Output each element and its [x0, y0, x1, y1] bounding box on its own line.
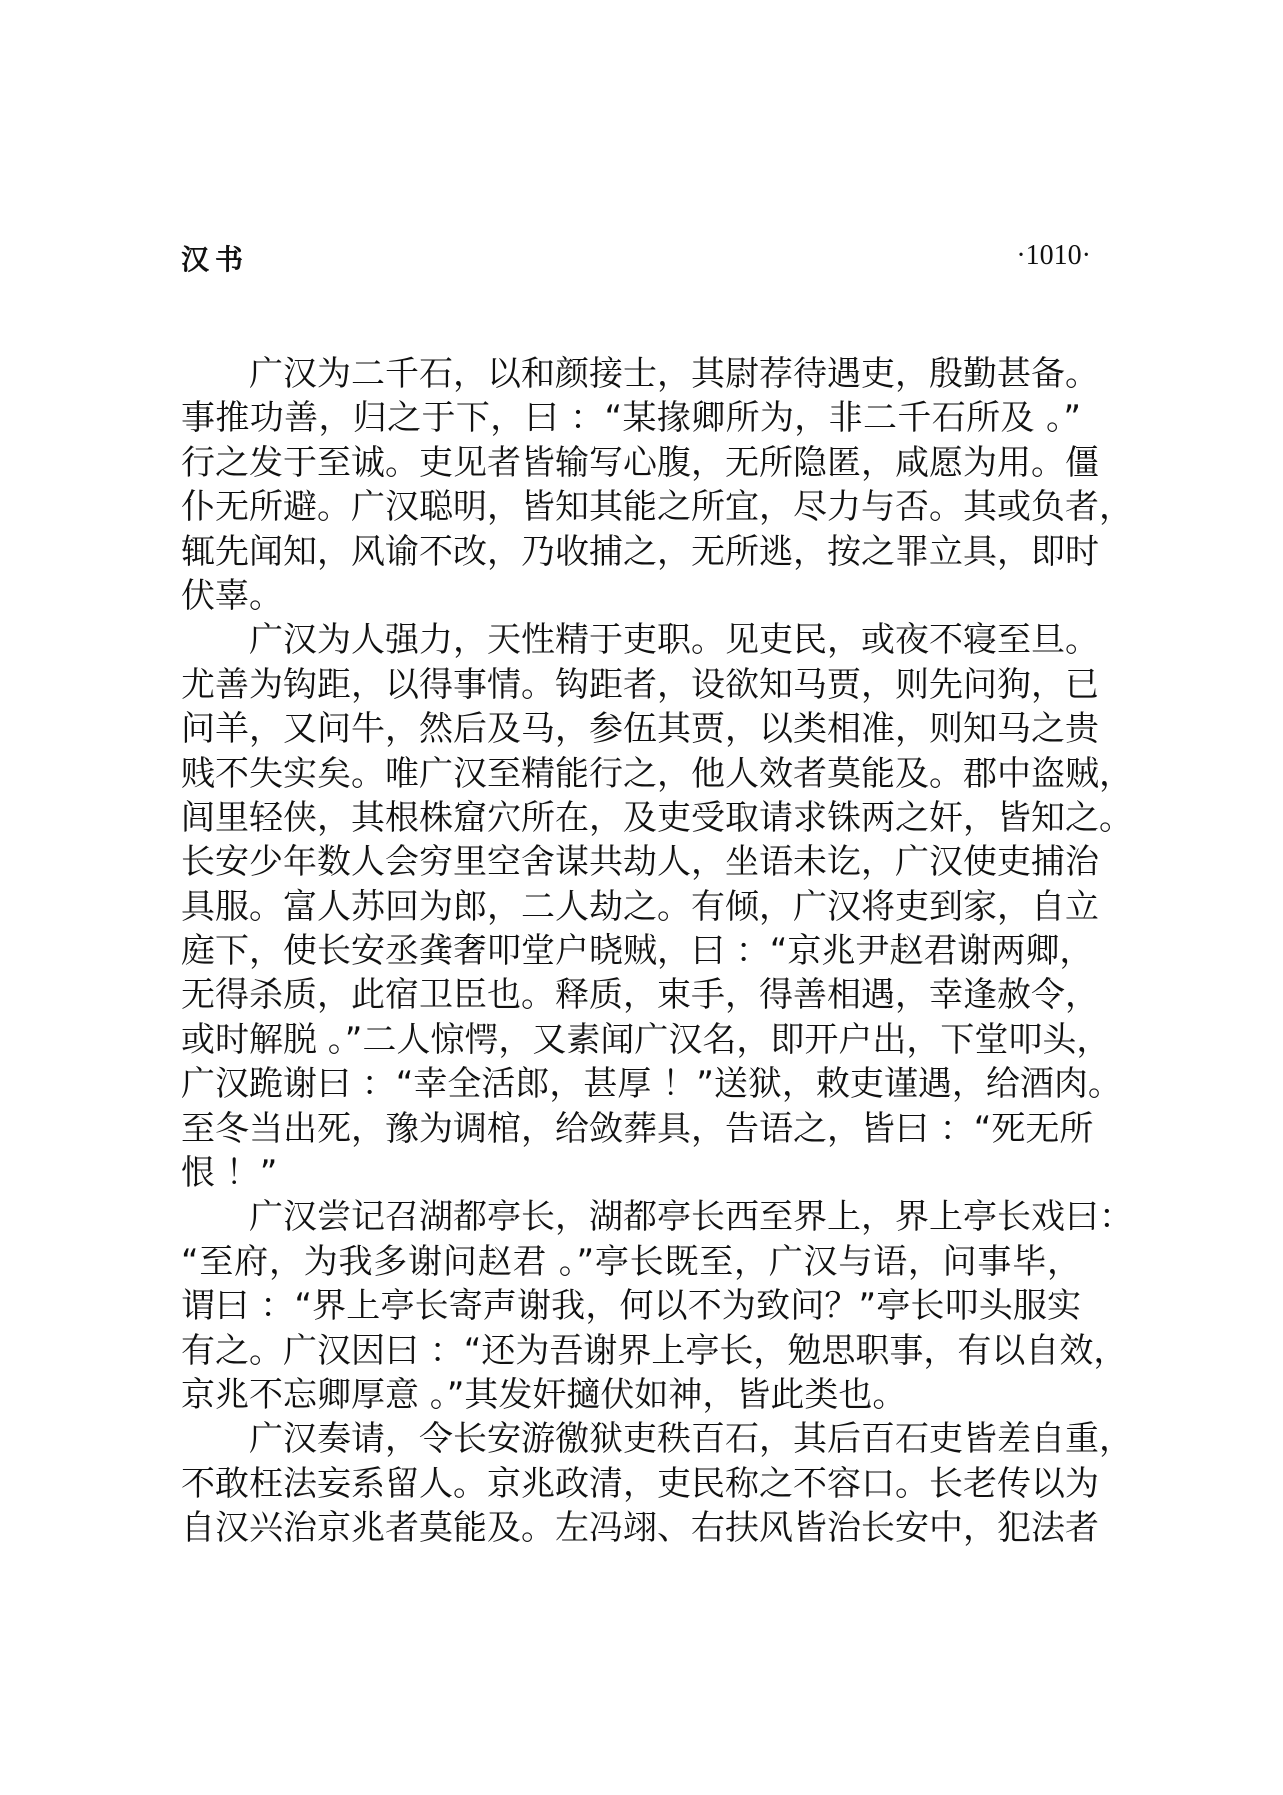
text-line: 贱不失实矣。唯广汉至精能行之，他人效者莫能及。郡中盗贼， — [181, 753, 1133, 794]
text-line: 恨 ！” — [181, 1153, 278, 1194]
text-line: 谓曰 ：“界上亭长寄声谢我，何以不为致问？”亭长叩头服实 — [181, 1286, 1081, 1327]
text-line: 长安少年数人会穷里空舍谋共劫人，坐语未讫，广汉使吏捕治 — [181, 842, 1099, 883]
text-line: 问羊，又问牛，然后及马，参伍其贾，以类相准，则知马之贵 — [181, 709, 1099, 750]
text-line: 尤善为钩距，以得事情。钩距者，设欲知马贾，则先问狗，已 — [181, 664, 1099, 705]
text-line: 无得杀质，此宿卫臣也。释质，束手，得善相遇，幸逢赦令， — [181, 975, 1099, 1016]
text-line: 京兆不忘卿厚意 。”其发奸擿伏如神，皆此类也。 — [181, 1374, 907, 1415]
text-line: 闾里轻侠，其根株窟穴所在，及吏受取请求铢两之奸，皆知之。 — [181, 797, 1133, 838]
text-line: “至府，为我多谢问赵君 。”亭长既至，广汉与语，问事毕， — [181, 1241, 1081, 1282]
text-line: 或时解脱 。”二人惊愕，又素闻广汉名，即开户出，下堂叩头， — [181, 1019, 1111, 1060]
book-title: 汉书 — [181, 243, 250, 276]
text-line: 具服。富人苏回为郎，二人劫之。有倾，广汉将吏到家，自立 — [181, 886, 1099, 927]
page-number: ·1010· — [1016, 240, 1091, 271]
text-line: 事推功善，归之于下，曰 ：“某掾卿所为，非二千石所及 。” — [181, 398, 1081, 439]
text-line: 广汉为二千石，以和颜接士，其尉荐待遇吏，殷勤甚备。 — [249, 354, 1099, 394]
text-line: 广汉奏请，令长安游徼狱吏秩百石，其后百石吏皆差自重， — [249, 1419, 1133, 1460]
text-line: 仆无所避。广汉聪明，皆知其能之所宜，尽力与否。其或负者， — [181, 487, 1133, 528]
text-line: 广汉尝记召湖都亭长，湖都亭长西至界上，界上亭长戏曰： — [249, 1197, 1133, 1238]
text-line: 庭下，使长安丞龚奢叩堂户晓贼，曰 ：“京兆尹赵君谢两卿， — [181, 931, 1094, 972]
text-line: 不敢枉法妄系留人。京兆政清，吏民称之不容口。长老传以为 — [181, 1463, 1099, 1504]
body-text — [181, 352, 1133, 1551]
text-line: 至冬当出死，豫为调棺，给敛葬具，告语之，皆曰 ：“死无所 — [181, 1108, 1094, 1149]
text-line: 广汉为人强力，天性精于吏职。见吏民，或夜不寝至旦。 — [249, 620, 1099, 661]
text-line: 广汉跪谢曰 ：“幸全活郎，甚厚 ！”送狱，敕吏谨遇，给酒肉。 — [181, 1064, 1122, 1105]
text-line: 伏辜。 — [181, 575, 283, 616]
text-line: 有之。广汉因曰 ：“还为吾谢界上亭长，勉思职事，有以自效， — [181, 1330, 1128, 1371]
text-line: 行之发于至诚。吏见者皆输写心腹，无所隐匿，咸愿为用。僵 — [181, 442, 1099, 483]
text-line: 辄先闻知，风谕不改，乃收捕之，无所逃，按之罪立具，即时 — [181, 531, 1099, 572]
text-line: 自汉兴治京兆者莫能及。左冯翊、右扶风皆治长安中，犯法者 — [181, 1508, 1099, 1549]
page-header — [181, 238, 1091, 278]
